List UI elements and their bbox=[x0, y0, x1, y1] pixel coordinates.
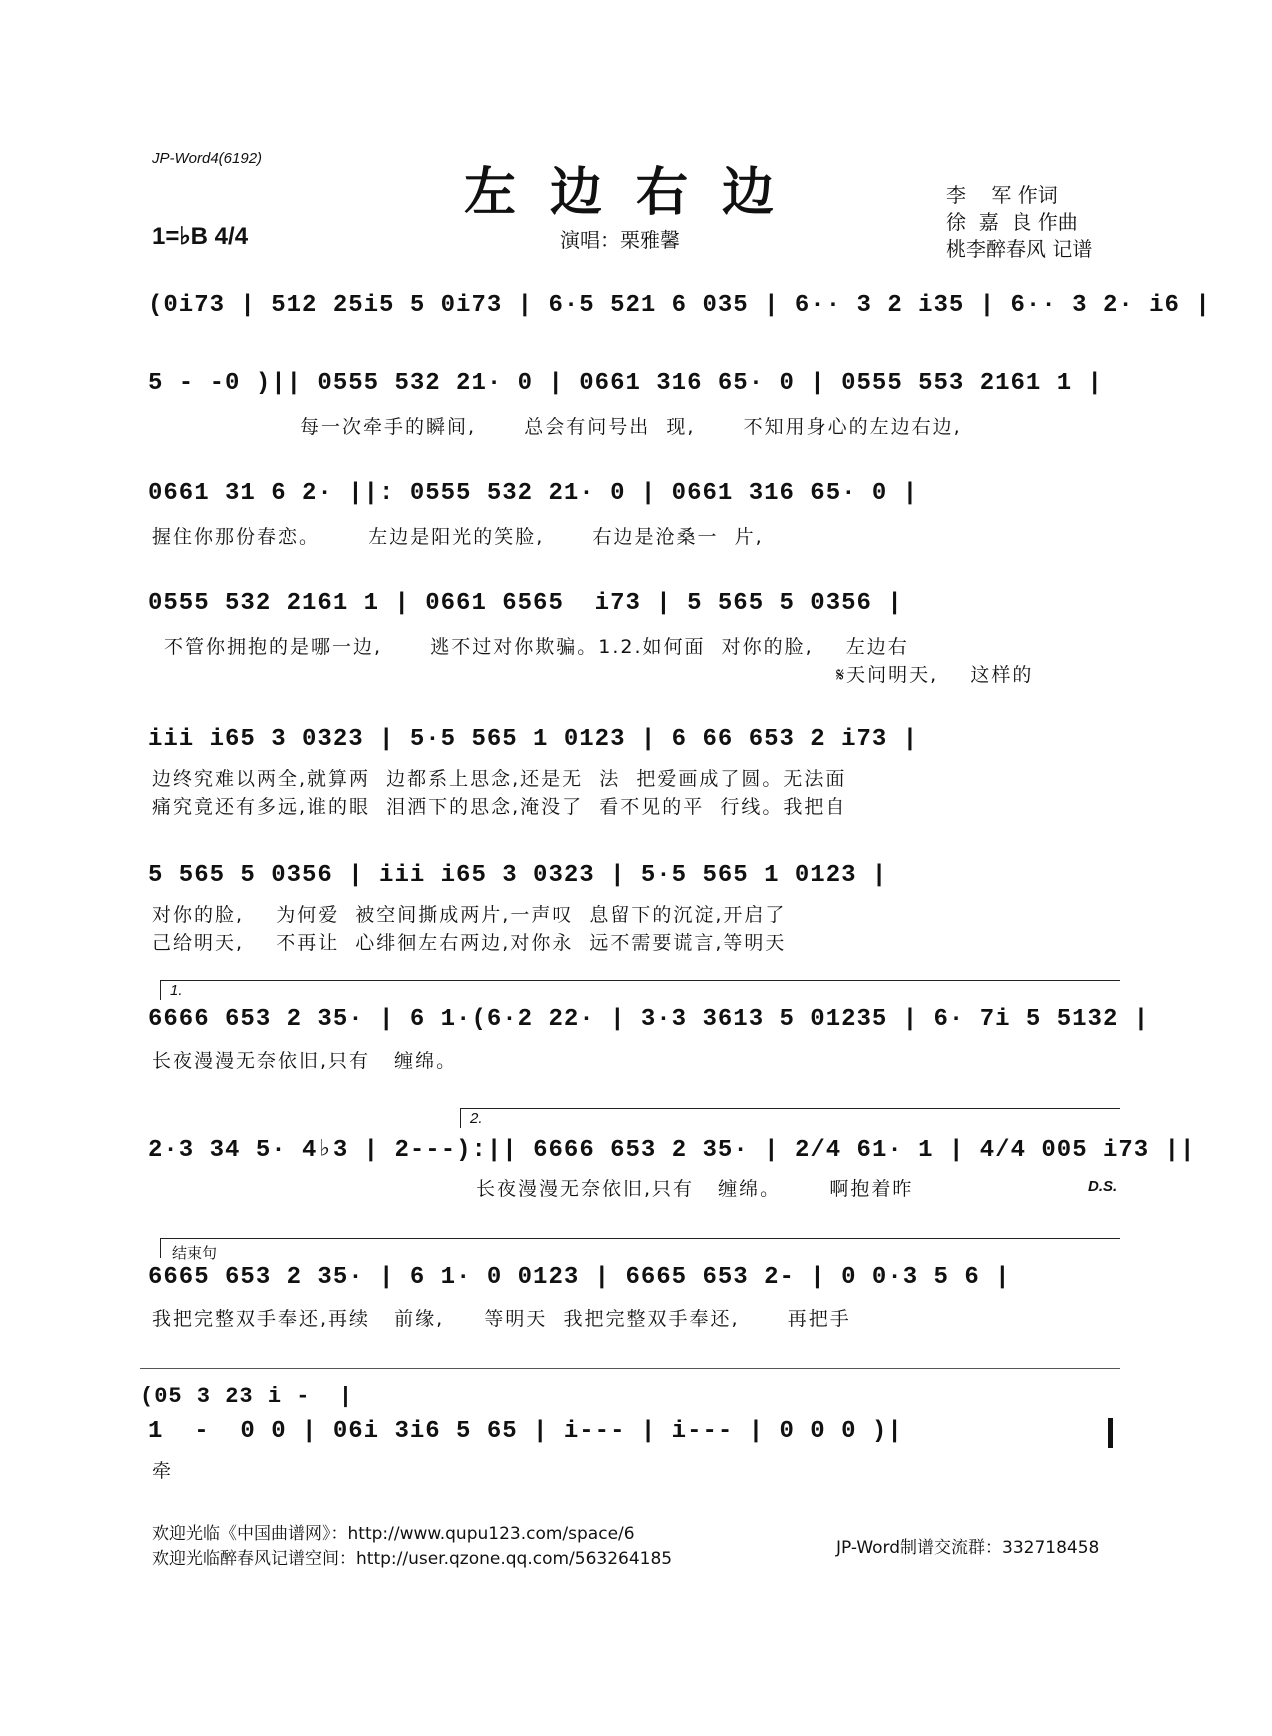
coda-bracket-side bbox=[160, 1238, 161, 1258]
lyrics-line-7: 长夜漫漫无奈依旧,只有 缠绵。 bbox=[152, 1050, 458, 1072]
volta-1-label: 1. bbox=[170, 982, 183, 999]
score-line-10a: (05 3 23 i - | bbox=[140, 1384, 354, 1409]
score-line-10b: 1 - 0 0 | 06i 3i6 5 65 | i--- | i--- | 0 0 0 )| bbox=[148, 1418, 903, 1445]
final-barline bbox=[1108, 1418, 1113, 1448]
volta-2-bracket bbox=[460, 1108, 1120, 1109]
lyrics-line-3: 握住你那份春恋。 左边是阳光的笑脸, 右边是沧桑一 片, bbox=[152, 526, 764, 548]
score-line-5: iii i65 3 0323 | 5·5 565 1 0123 | 6 66 653 2 i73 | bbox=[148, 726, 919, 753]
dal-segno-mark: D.S. bbox=[1088, 1178, 1118, 1195]
score-line-9: 6665 653 2 35· | 6 1· 0 0123 | 6665 653 2- | 0 0·3 5 6 | bbox=[148, 1264, 1011, 1291]
lyrics-line-4a: 不管你拥抱的是哪一边, 逃不过对你欺骗。1.2.如何面 对你的脸, 左边右 bbox=[164, 636, 909, 658]
coda-bracket bbox=[160, 1238, 1120, 1239]
lyrics-line-2: 每一次牵手的瞬间, 总会有问号出 现, 不知用身心的左边右边, bbox=[300, 416, 962, 438]
document-code: JP-Word4(6192) bbox=[152, 150, 263, 167]
credits-block bbox=[946, 182, 1092, 263]
lyrics-line-5a: 边终究难以两全,就算两 边都系上思念,还是无 法 把爱画成了圆。无法面 bbox=[152, 768, 847, 790]
score-line-4: 0555 532 2161 1 | 0661 6565 i73 | 5 565 5 0356 | bbox=[148, 590, 903, 617]
coda-label: 结束句 bbox=[172, 1244, 218, 1262]
score-line-1: (0i73 | 512 25i5 5 0i73 | 6·5 521 6 035 | 6·· 3 2 i35 | 6·· 3 2· i6 | bbox=[148, 292, 1211, 319]
footer-group-info: JP-Word制谱交流群：332718458 bbox=[836, 1538, 1100, 1558]
lyrics-line-10: 牵 bbox=[152, 1460, 174, 1482]
volta-2-label: 2. bbox=[470, 1110, 483, 1127]
composer-credit: 徐 嘉 良 作曲 bbox=[946, 210, 1078, 234]
footer-link-1: 欢迎光临《中国曲谱网》：http://www.qupu123.com/space/6 bbox=[152, 1524, 635, 1544]
song-title: 左边右边 bbox=[463, 162, 808, 223]
key-signature: 1=♭B 4/4 bbox=[152, 223, 249, 250]
section-divider bbox=[140, 1368, 1120, 1369]
score-line-2: 5 - -0 )|| 0555 532 21· 0 | 0661 316 65· 0 | 0555 553 2161 1 | bbox=[148, 370, 1103, 397]
footer-links bbox=[152, 1522, 672, 1572]
volta-1-bracket-side bbox=[160, 980, 161, 1000]
lyrics-line-6b: 己给明天, 不再让 心绯徊左右两边,对你永 远不需要谎言,等明天 bbox=[152, 932, 787, 954]
score-line-6: 5 565 5 0356 | iii i65 3 0323 | 5·5 565 1 0123 | bbox=[148, 862, 888, 889]
lyrics-line-4b: 𝄋天问明天, 这样的 bbox=[836, 664, 1034, 686]
lyrics-line-6a: 对你的脸, 为何爱 被空间撕成两片,一声叹 息留下的沉淀,开启了 bbox=[152, 904, 787, 926]
score-line-8: 2·3 34 5· 4♭3 | 2---):|| 6666 653 2 35· | 2/4 61· 1 | 4/4 005 i73 || bbox=[148, 1137, 1196, 1164]
lyricist-credit: 李 军 作词 bbox=[946, 183, 1058, 207]
transcriber-credit: 桃李醉春风 记谱 bbox=[946, 237, 1093, 261]
singer-credit: 演唱：栗雅馨 bbox=[560, 228, 680, 252]
volta-1-bracket bbox=[160, 980, 1120, 981]
lyrics-line-8: 长夜漫漫无奈依旧,只有 缠绵。 啊抱着昨 bbox=[476, 1178, 914, 1200]
lyrics-line-5b: 痛究竟还有多远,谁的眼 泪洒下的思念,淹没了 看不见的平 行线。我把自 bbox=[152, 796, 847, 818]
footer-link-2: 欢迎光临醉春风记谱空间：http://user.qzone.qq.com/563264185 bbox=[152, 1549, 673, 1569]
score-line-3: 0661 31 6 2· ||: 0555 532 21· 0 | 0661 316 65· 0 | bbox=[148, 480, 919, 507]
lyrics-line-9: 我把完整双手奉还,再续 前缘, 等明天 我把完整双手奉还, 再把手 bbox=[152, 1308, 851, 1330]
volta-2-bracket-side bbox=[460, 1108, 461, 1128]
score-line-7: 6666 653 2 35· | 6 1·(6·2 22· | 3·3 3613 5 01235 | 6· 7i 5 5132 | bbox=[148, 1006, 1150, 1033]
